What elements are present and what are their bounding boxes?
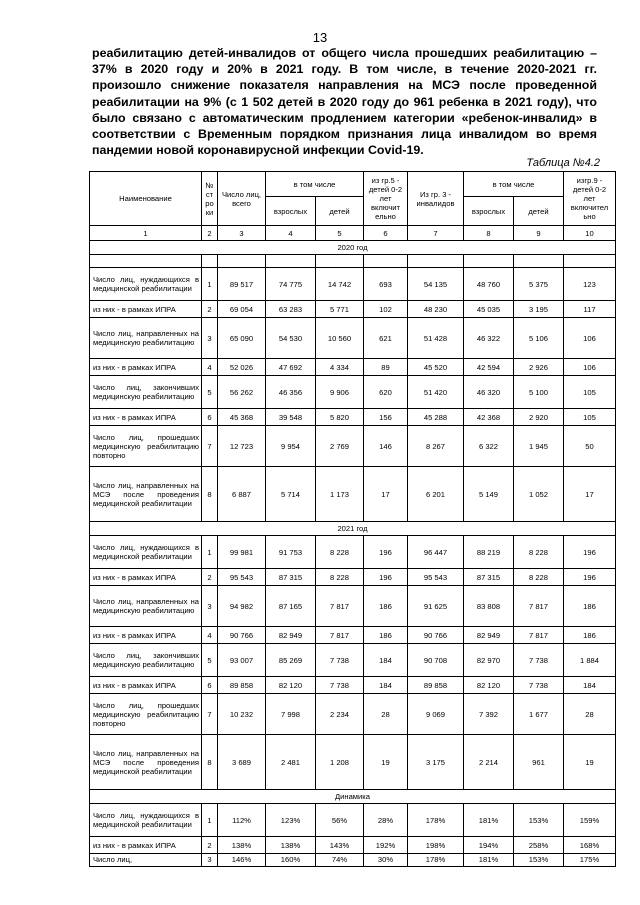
value-cell: 7 738 xyxy=(316,677,364,694)
value-cell: 99 981 xyxy=(218,536,266,569)
value-cell: 56% xyxy=(316,804,364,837)
value-cell: 196 xyxy=(364,569,408,586)
value-cell: 42 594 xyxy=(464,359,514,376)
value-cell: 6 322 xyxy=(464,426,514,467)
value-cell: 63 283 xyxy=(266,301,316,318)
row-label: Число лиц, нуждающихся в медицинской реабилитации xyxy=(90,804,202,837)
value-cell: 1 677 xyxy=(514,694,564,735)
header-children-1: детей xyxy=(316,197,364,226)
value-cell: 1 945 xyxy=(514,426,564,467)
value-cell: 7 738 xyxy=(514,644,564,677)
empty-cell xyxy=(202,255,218,268)
value-cell: 1 208 xyxy=(316,735,364,790)
value-cell: 105 xyxy=(564,409,616,426)
value-cell: 45 520 xyxy=(408,359,464,376)
value-cell: 17 xyxy=(364,467,408,522)
value-cell: 9 069 xyxy=(408,694,464,735)
value-cell: 138% xyxy=(218,837,266,854)
row-number: 3 xyxy=(202,586,218,627)
value-cell: 620 xyxy=(364,376,408,409)
value-cell: 54 135 xyxy=(408,268,464,301)
value-cell: 51 428 xyxy=(408,318,464,359)
value-cell: 196 xyxy=(364,536,408,569)
value-cell: 82 949 xyxy=(266,627,316,644)
value-cell: 90 708 xyxy=(408,644,464,677)
row-label: Число лиц, направленных на МСЭ после проведения медицинской реабилитации xyxy=(90,467,202,522)
value-cell: 74% xyxy=(316,854,364,867)
value-cell: 82 970 xyxy=(464,644,514,677)
value-cell: 8 267 xyxy=(408,426,464,467)
empty-cell xyxy=(564,255,616,268)
value-cell: 117 xyxy=(564,301,616,318)
empty-cell xyxy=(90,255,202,268)
row-number: 6 xyxy=(202,409,218,426)
value-cell: 2 214 xyxy=(464,735,514,790)
value-cell: 181% xyxy=(464,804,514,837)
header-from3: Из гр. 3 - инвалидов xyxy=(408,172,464,226)
row-number: 8 xyxy=(202,735,218,790)
value-cell: 46 356 xyxy=(266,376,316,409)
value-cell: 7 817 xyxy=(514,627,564,644)
value-cell: 146 xyxy=(364,426,408,467)
row-number: 7 xyxy=(202,694,218,735)
table-row xyxy=(90,694,616,735)
header-name: Наименование xyxy=(90,172,202,226)
value-cell: 196 xyxy=(564,569,616,586)
value-cell: 2 926 xyxy=(514,359,564,376)
empty-cell xyxy=(364,255,408,268)
table-row xyxy=(90,318,616,359)
value-cell: 2 769 xyxy=(316,426,364,467)
value-cell: 258% xyxy=(514,837,564,854)
row-number: 1 xyxy=(202,804,218,837)
value-cell: 178% xyxy=(408,854,464,867)
table-row xyxy=(90,627,616,644)
value-cell: 961 xyxy=(514,735,564,790)
header-children-2: детей xyxy=(514,197,564,226)
value-cell: 175% xyxy=(564,854,616,867)
value-cell: 8 228 xyxy=(514,569,564,586)
value-cell: 5 820 xyxy=(316,409,364,426)
value-cell: 42 368 xyxy=(464,409,514,426)
value-cell: 123% xyxy=(266,804,316,837)
row-label: Число лиц, закончивших медицинскую реабилитацию xyxy=(90,644,202,677)
value-cell: 10 560 xyxy=(316,318,364,359)
table-row xyxy=(90,376,616,409)
section-row-y2020 xyxy=(90,241,616,255)
value-cell: 7 817 xyxy=(316,627,364,644)
value-cell: 168% xyxy=(564,837,616,854)
value-cell: 83 808 xyxy=(464,586,514,627)
value-cell: 87 165 xyxy=(266,586,316,627)
value-cell: 47 692 xyxy=(266,359,316,376)
empty-cell xyxy=(464,255,514,268)
value-cell: 153% xyxy=(514,804,564,837)
value-cell: 7 998 xyxy=(266,694,316,735)
empty-cell xyxy=(316,255,364,268)
row-label: из них - в рамках ИПРА xyxy=(90,301,202,318)
row-number: 6 xyxy=(202,677,218,694)
value-cell: 28 xyxy=(364,694,408,735)
value-cell: 138% xyxy=(266,837,316,854)
value-cell: 159% xyxy=(564,804,616,837)
value-cell: 123 xyxy=(564,268,616,301)
value-cell: 693 xyxy=(364,268,408,301)
value-cell: 3 175 xyxy=(408,735,464,790)
value-cell: 30% xyxy=(364,854,408,867)
table-caption: Таблица №4.2 xyxy=(526,157,600,169)
header-row-1 xyxy=(90,172,616,197)
header-from9: изгр.9 - детей 0-2 лет включител ьно xyxy=(564,172,616,226)
section-title: Динамика xyxy=(90,790,616,804)
section-title: 2020 год xyxy=(90,241,616,255)
value-cell: 5 375 xyxy=(514,268,564,301)
value-cell: 28 xyxy=(564,694,616,735)
value-cell: 89 517 xyxy=(218,268,266,301)
value-cell: 5 106 xyxy=(514,318,564,359)
table-row xyxy=(90,536,616,569)
value-cell: 82 120 xyxy=(266,677,316,694)
column-number: 5 xyxy=(316,226,364,241)
value-cell: 7 817 xyxy=(316,586,364,627)
value-cell: 9 954 xyxy=(266,426,316,467)
column-number: 8 xyxy=(464,226,514,241)
value-cell: 112% xyxy=(218,804,266,837)
column-number: 3 xyxy=(218,226,266,241)
value-cell: 19 xyxy=(564,735,616,790)
value-cell: 10 232 xyxy=(218,694,266,735)
row-number: 2 xyxy=(202,569,218,586)
row-number: 8 xyxy=(202,467,218,522)
table-row xyxy=(90,735,616,790)
table-row xyxy=(90,409,616,426)
row-label: Число лиц, прошедших медицинскую реабилитацию повторно xyxy=(90,426,202,467)
page-number: 13 xyxy=(312,30,328,45)
value-cell: 89 858 xyxy=(408,677,464,694)
section-row-y2021 xyxy=(90,522,616,536)
value-cell: 153% xyxy=(514,854,564,867)
value-cell: 8 228 xyxy=(514,536,564,569)
value-cell: 7 392 xyxy=(464,694,514,735)
table-row xyxy=(90,569,616,586)
value-cell: 7 817 xyxy=(514,586,564,627)
value-cell: 48 230 xyxy=(408,301,464,318)
row-label: Число лиц, направленных на медицинскую реабилитацию xyxy=(90,318,202,359)
column-number: 9 xyxy=(514,226,564,241)
row-number: 4 xyxy=(202,359,218,376)
value-cell: 5 771 xyxy=(316,301,364,318)
table-row xyxy=(90,644,616,677)
rehab-table xyxy=(89,171,616,867)
column-number: 10 xyxy=(564,226,616,241)
value-cell: 184 xyxy=(564,677,616,694)
value-cell: 45 035 xyxy=(464,301,514,318)
value-cell: 106 xyxy=(564,318,616,359)
row-label: Число лиц, xyxy=(90,854,202,867)
value-cell: 186 xyxy=(364,586,408,627)
table-row xyxy=(90,804,616,837)
value-cell: 186 xyxy=(364,627,408,644)
row-label: Число лиц, направленных на медицинскую реабилитацию xyxy=(90,586,202,627)
column-number: 1 xyxy=(90,226,202,241)
value-cell: 8 228 xyxy=(316,536,364,569)
header-adults-2: взрослых xyxy=(464,197,514,226)
value-cell: 39 548 xyxy=(266,409,316,426)
value-cell: 48 760 xyxy=(464,268,514,301)
empty-cell xyxy=(408,255,464,268)
value-cell: 28% xyxy=(364,804,408,837)
value-cell: 105 xyxy=(564,376,616,409)
value-cell: 186 xyxy=(564,586,616,627)
value-cell: 196 xyxy=(564,536,616,569)
value-cell: 89 858 xyxy=(218,677,266,694)
table-row xyxy=(90,677,616,694)
value-cell: 45 368 xyxy=(218,409,266,426)
value-cell: 160% xyxy=(266,854,316,867)
value-cell: 93 007 xyxy=(218,644,266,677)
value-cell: 1 884 xyxy=(564,644,616,677)
table-row xyxy=(90,854,616,867)
value-cell: 621 xyxy=(364,318,408,359)
section-row-dynamics xyxy=(90,790,616,804)
value-cell: 95 543 xyxy=(408,569,464,586)
value-cell: 19 xyxy=(364,735,408,790)
header-total: Число лиц, всего xyxy=(218,172,266,226)
column-numbers-row xyxy=(90,226,616,241)
row-label: из них - в рамках ИПРА xyxy=(90,837,202,854)
value-cell: 50 xyxy=(564,426,616,467)
value-cell: 91 625 xyxy=(408,586,464,627)
column-number: 4 xyxy=(266,226,316,241)
value-cell: 192% xyxy=(364,837,408,854)
value-cell: 74 775 xyxy=(266,268,316,301)
row-number: 2 xyxy=(202,837,218,854)
value-cell: 9 906 xyxy=(316,376,364,409)
value-cell: 94 982 xyxy=(218,586,266,627)
value-cell: 184 xyxy=(364,677,408,694)
row-number: 1 xyxy=(202,268,218,301)
row-label: из них - в рамках ИПРА xyxy=(90,359,202,376)
table-row xyxy=(90,586,616,627)
row-number: 3 xyxy=(202,854,218,867)
value-cell: 12 723 xyxy=(218,426,266,467)
row-label: Число лиц, прошедших медицинскую реабилитацию повторно xyxy=(90,694,202,735)
header-from5: из гр.5 - детей 0-2 лет включит ельно xyxy=(364,172,408,226)
row-label: Число лиц, направленных на МСЭ после проведения медицинской реабилитации xyxy=(90,735,202,790)
section-title: 2021 год xyxy=(90,522,616,536)
value-cell: 96 447 xyxy=(408,536,464,569)
table-row xyxy=(90,467,616,522)
value-cell: 82 120 xyxy=(464,677,514,694)
value-cell: 184 xyxy=(364,644,408,677)
value-cell: 1 173 xyxy=(316,467,364,522)
value-cell: 54 530 xyxy=(266,318,316,359)
column-number: 2 xyxy=(202,226,218,241)
value-cell: 102 xyxy=(364,301,408,318)
row-number: 5 xyxy=(202,644,218,677)
value-cell: 5 714 xyxy=(266,467,316,522)
value-cell: 46 322 xyxy=(464,318,514,359)
value-cell: 2 234 xyxy=(316,694,364,735)
value-cell: 88 219 xyxy=(464,536,514,569)
column-number: 7 xyxy=(408,226,464,241)
spacer-row xyxy=(90,255,616,268)
row-label: из них - в рамках ИПРА xyxy=(90,677,202,694)
value-cell: 156 xyxy=(364,409,408,426)
value-cell: 146% xyxy=(218,854,266,867)
row-label: из них - в рамках ИПРА xyxy=(90,627,202,644)
table-row xyxy=(90,426,616,467)
header-incl-2: в том числе xyxy=(464,172,564,197)
header-adults-1: взрослых xyxy=(266,197,316,226)
table-row xyxy=(90,301,616,318)
row-number: 3 xyxy=(202,318,218,359)
value-cell: 91 753 xyxy=(266,536,316,569)
row-number: 5 xyxy=(202,376,218,409)
value-cell: 7 738 xyxy=(316,644,364,677)
value-cell: 17 xyxy=(564,467,616,522)
value-cell: 186 xyxy=(564,627,616,644)
row-number: 1 xyxy=(202,536,218,569)
value-cell: 90 766 xyxy=(218,627,266,644)
empty-cell xyxy=(514,255,564,268)
value-cell: 85 269 xyxy=(266,644,316,677)
value-cell: 5 100 xyxy=(514,376,564,409)
value-cell: 90 766 xyxy=(408,627,464,644)
header-incl-1: в том числе xyxy=(266,172,364,197)
column-number: 6 xyxy=(364,226,408,241)
empty-cell xyxy=(218,255,266,268)
row-label: Число лиц, закончивших медицинскую реабилитацию xyxy=(90,376,202,409)
value-cell: 143% xyxy=(316,837,364,854)
value-cell: 3 195 xyxy=(514,301,564,318)
value-cell: 8 228 xyxy=(316,569,364,586)
table-row xyxy=(90,359,616,376)
row-label: Число лиц, нуждающихся в медицинской реабилитации xyxy=(90,536,202,569)
body-paragraph: реабилитацию детей-инвалидов от общего числа прошедших реабилитацию – 37% в 2020 году и 20% в 2021 году. В том числе, в течение 2020-2021 гг. произошло снижение показателя направления на МСЭ после проведенной реабилитации на 9% (с 1 502 детей в 2020 году до 961 ребенка в 2021 году), что было связано с автоматическим продлением категории «ребенок-инвалид» в соответствии с Временным порядком признания лица инвалидом во время пандемии новой коронавирусной инфекции Covid-19. xyxy=(92,46,597,158)
value-cell: 87 315 xyxy=(464,569,514,586)
empty-cell xyxy=(266,255,316,268)
value-cell: 7 738 xyxy=(514,677,564,694)
table-row xyxy=(90,268,616,301)
value-cell: 178% xyxy=(408,804,464,837)
value-cell: 46 320 xyxy=(464,376,514,409)
value-cell: 5 149 xyxy=(464,467,514,522)
value-cell: 56 262 xyxy=(218,376,266,409)
value-cell: 95 543 xyxy=(218,569,266,586)
value-cell: 87 315 xyxy=(266,569,316,586)
header-row-no: № ст ро ки xyxy=(202,172,218,226)
value-cell: 52 026 xyxy=(218,359,266,376)
value-cell: 2 481 xyxy=(266,735,316,790)
table-row xyxy=(90,837,616,854)
row-number: 7 xyxy=(202,426,218,467)
row-number: 4 xyxy=(202,627,218,644)
value-cell: 6 887 xyxy=(218,467,266,522)
value-cell: 89 xyxy=(364,359,408,376)
value-cell: 14 742 xyxy=(316,268,364,301)
value-cell: 106 xyxy=(564,359,616,376)
value-cell: 82 949 xyxy=(464,627,514,644)
value-cell: 4 334 xyxy=(316,359,364,376)
value-cell: 69 054 xyxy=(218,301,266,318)
value-cell: 1 052 xyxy=(514,467,564,522)
value-cell: 181% xyxy=(464,854,514,867)
value-cell: 65 090 xyxy=(218,318,266,359)
value-cell: 6 201 xyxy=(408,467,464,522)
row-label: из них - в рамках ИПРА xyxy=(90,569,202,586)
value-cell: 45 288 xyxy=(408,409,464,426)
row-label: Число лиц, нуждающихся в медицинской реабилитации xyxy=(90,268,202,301)
value-cell: 198% xyxy=(408,837,464,854)
row-number: 2 xyxy=(202,301,218,318)
value-cell: 3 689 xyxy=(218,735,266,790)
value-cell: 51 420 xyxy=(408,376,464,409)
value-cell: 2 920 xyxy=(514,409,564,426)
row-label: из них - в рамках ИПРА xyxy=(90,409,202,426)
value-cell: 194% xyxy=(464,837,514,854)
